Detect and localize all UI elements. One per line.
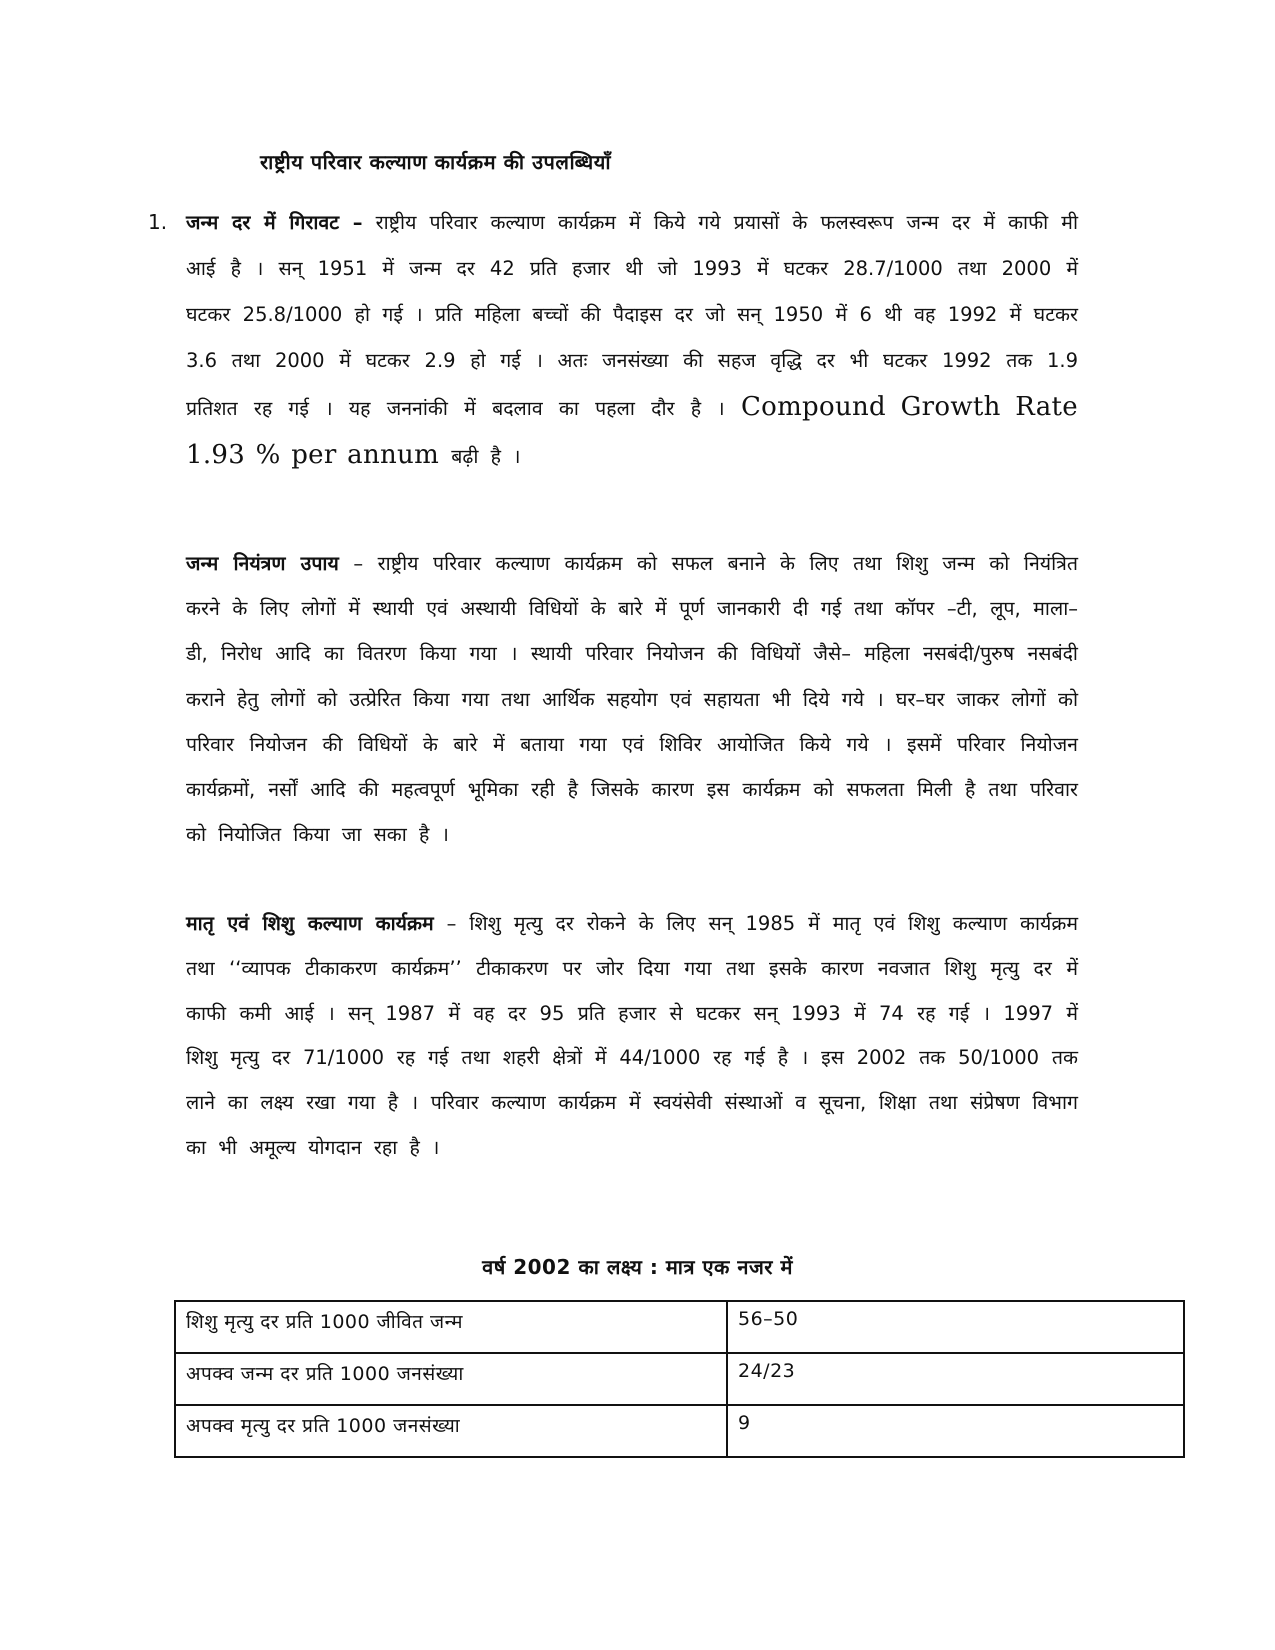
section-birth-rate <box>186 200 1078 480</box>
section-text: राष्ट्रीय परिवार कल्याण कार्यक्रम में किये गये प्रयासों के फलस्वरूप जन्म दर में काफी मी आई है । सन् 1951 में जन्म दर 42 प्रति हजार थी जो 1993 में घटकर 28.7/1000 तथा 2000 में घटकर 25.8/1000 हो गई । प्रति महिला बच्चों की पैदाइस दर जो सन् 1950 में 6 थी वह 1992 में घटकर 3.6 तथा 2000 में घटकर 2.9 हो गई । अतः जनसंख्या की सहज वृद्धि दर भी घटकर 1992 तक 1.9 प्रतिशत रह गई । यह जननांकी में बदलाव का पहला दौर है । <box>186 211 1078 420</box>
section-mother-child-welfare <box>186 902 1078 1171</box>
section-heading: जन्म दर में गिरावट – <box>186 211 363 234</box>
table-cell-value: 24/23 <box>727 1353 1184 1405</box>
section-heading: मातृ एवं शिशु कल्याण कार्यक्रम <box>186 912 434 935</box>
table-cell-value: 9 <box>727 1405 1184 1457</box>
section-text: – राष्ट्रीय परिवार कल्याण कार्यक्रम को सफल बनाने के लिए तथा शिशु जन्म को नियंत्रित करने के लिए लोगों में स्थायी एवं अस्थायी विधियों के बारे में पूर्ण जानकारी दी गई तथा कॉपर –टी, लूप, माला–डी, निरोध आदि का वितरण किया गया । स्थायी परिवार नियोजन की विधियों जैसे– महिला नसबंदी/पुरुष नसबंदी कराने हेतु लोगों को उत्प्रेरित किया गया तथा आर्थिक सहयोग एवं सहायता भी दिये गये । घर–घर जाकर लोगों को परिवार नियोजन की विधियों के बारे में बताया गया एवं शिविर आयोजित किये गये । इसमें परिवार नियोजन कार्यक्रमों, नर्सों आदि की महत्वपूर्ण भूमिका रही है जिसके कारण इस कार्यक्रम को सफलता मिली है तथा परिवार को नियोजित किया जा सका है । <box>186 552 1079 847</box>
section-birth-control <box>186 541 1078 857</box>
page-title: राष्ट्रीय परिवार कल्याण कार्यक्रम की उपलब्धियाँ <box>260 150 611 174</box>
section-tail: बढ़ी है । <box>451 445 521 468</box>
table-cell-label: अपक्व मृत्यु दर प्रति 1000 जनसंख्या <box>175 1405 727 1457</box>
growth-rate-text: Compound Growth Rate 1.93 % per annum <box>186 392 1078 470</box>
table-cell-value: 56–50 <box>727 1301 1184 1353</box>
table-title: वर्ष 2002 का लक्ष्य : मात्र एक नजर में <box>482 1255 793 1279</box>
targets-table <box>174 1300 1185 1458</box>
section-text: – शिशु मृत्यु दर रोकने के लिए सन् 1985 में मातृ एवं शिशु कल्याण कार्यक्रम तथा ‘‘व्यापक टीकाकरण कार्यक्रम’’ टीकाकरण पर जोर दिया गया तथा इसके कारण नवजात शिशु मृत्यु दर में काफी कमी आई । सन् 1987 में वह दर 95 प्रति हजार से घटकर सन् 1993 में 74 रह गई । 1997 में शिशु मृत्यु दर 71/1000 रह गई तथा शहरी क्षेत्रों में 44/1000 रह गई है । इस 2002 तक 50/1000 तक लाने का लक्ष्य रखा गया है । परिवार कल्याण कार्यक्रम में स्वयंसेवी संस्थाओं व सूचना, शिक्षा तथा संप्रेषण विभाग का भी अमूल्य योगदान रहा है । <box>186 912 1079 1159</box>
table-row <box>175 1353 1184 1405</box>
section-heading: जन्म नियंत्रण उपाय <box>186 552 339 575</box>
table-cell-label: शिशु मृत्यु दर प्रति 1000 जीवित जन्म <box>175 1301 727 1353</box>
table-cell-label: अपक्व जन्म दर प्रति 1000 जनसंख्या <box>175 1353 727 1405</box>
table-row <box>175 1405 1184 1457</box>
section-number: 1. <box>148 210 168 234</box>
table-row <box>175 1301 1184 1353</box>
